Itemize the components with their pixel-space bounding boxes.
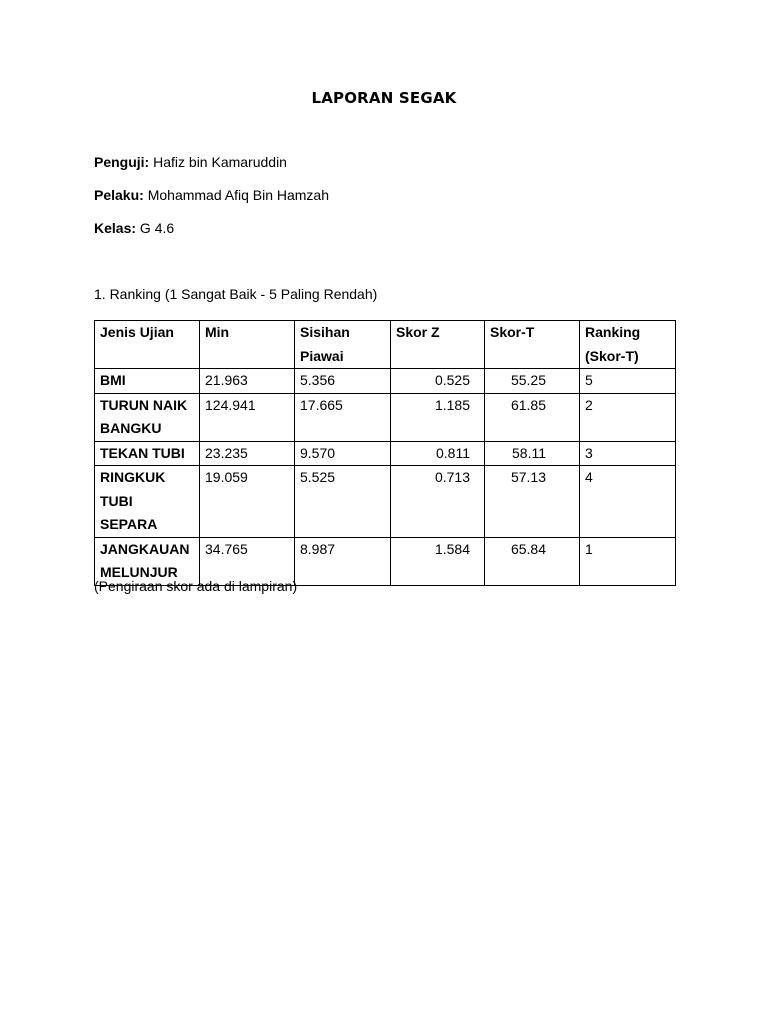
header-min: Min: [200, 321, 295, 369]
t-score-cell: 61.85: [485, 393, 580, 441]
min-cell: 19.059: [200, 466, 295, 538]
table-row: [95, 441, 676, 466]
participant-value: Mohammad Afiq Bin Hamzah: [147, 187, 330, 203]
header-skor-t: Skor-T: [485, 321, 580, 369]
test-name: TEKAN TUBI: [95, 441, 200, 466]
header-sisihan-piawai: Sisihan Piawai: [295, 321, 391, 369]
sd-cell: 8.987: [295, 537, 391, 585]
test-name: JANGKAUAN MELUNJUR: [95, 537, 200, 585]
rank-cell: 5: [580, 369, 676, 394]
test-name: BMI: [95, 369, 200, 394]
examiner-value: Hafiz bin Kamaruddin: [153, 154, 287, 170]
sd-cell: 5.356: [295, 369, 391, 394]
table-row: [95, 393, 676, 441]
min-cell: 34.765: [200, 537, 295, 585]
header-ranking: Ranking (Skor-T): [580, 321, 676, 369]
ranking-heading: 1. Ranking (1 Sangat Baik - 5 Paling Rendah): [94, 286, 378, 302]
participant-field: [94, 186, 329, 204]
t-score-cell: 55.25: [485, 369, 580, 394]
t-score-cell: 58.11: [485, 441, 580, 466]
min-cell: 21.963: [200, 369, 295, 394]
class-value: G 4.6: [139, 220, 175, 236]
participant-label: Pelaku:: [94, 187, 144, 203]
sd-cell: 17.665: [295, 393, 391, 441]
z-score-cell: 1.584: [391, 537, 485, 585]
header-skor-z: Skor Z: [391, 321, 485, 369]
examiner-field: [94, 153, 287, 171]
rank-cell: 2: [580, 393, 676, 441]
rank-cell: 4: [580, 466, 676, 538]
rank-cell: 3: [580, 441, 676, 466]
sd-cell: 5.525: [295, 466, 391, 538]
t-score-cell: 57.13: [485, 466, 580, 538]
min-cell: 124.941: [200, 393, 295, 441]
sd-cell: 9.570: [295, 441, 391, 466]
t-score-cell: 65.84: [485, 537, 580, 585]
z-score-cell: 1.185: [391, 393, 485, 441]
z-score-cell: 0.525: [391, 369, 485, 394]
table-row: [95, 466, 676, 538]
test-name: TURUN NAIK BANGKU: [95, 393, 200, 441]
table-header-row: [95, 321, 676, 369]
report-title: LAPORAN SEGAK: [311, 89, 457, 107]
z-score-cell: 0.811: [391, 441, 485, 466]
min-cell: 23.235: [200, 441, 295, 466]
z-score-cell: 0.713: [391, 466, 485, 538]
header-jenis-ujian: Jenis Ujian: [95, 321, 200, 369]
calculation-note: (Pengiraan skor ada di lampiran): [94, 578, 298, 594]
table-row: [95, 369, 676, 394]
class-label: Kelas:: [94, 220, 137, 236]
rank-cell: 1: [580, 537, 676, 585]
class-field: [94, 219, 174, 237]
results-table: [94, 320, 676, 586]
test-name: RINGKUK TUBI SEPARA: [95, 466, 200, 538]
examiner-label: Penguji:: [94, 154, 150, 170]
